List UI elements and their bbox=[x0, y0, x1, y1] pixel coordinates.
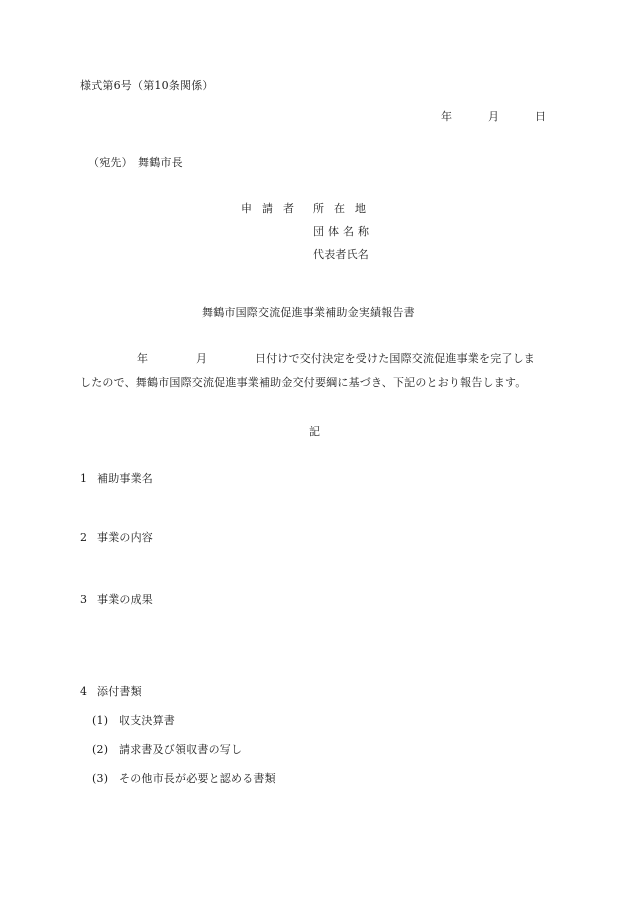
applicant-rep-label: 代表者氏名 bbox=[313, 248, 369, 261]
date-day-label: 日 bbox=[535, 110, 547, 123]
applicant-address-label: 所在地 bbox=[313, 202, 376, 215]
attachment-label: 請求書及び領収書の写し bbox=[119, 743, 243, 756]
attachment-label: 収支決算書 bbox=[119, 714, 175, 727]
document-title: 舞鶴市国際交流促進事業補助金実績報告書 bbox=[202, 306, 415, 319]
body-month-label: 月 bbox=[196, 352, 208, 365]
body-line2-text: したので、舞鶴市国際交流促進事業補助金交付要綱に基づき、下記のとおり報告します。 bbox=[80, 376, 527, 389]
applicant-org-label: 団体名称 bbox=[313, 225, 373, 238]
section-label: 事業の成果 bbox=[97, 593, 153, 606]
date-year-label: 年 bbox=[441, 110, 453, 123]
body-year-label: 年 bbox=[137, 352, 149, 365]
addressee-prefix: （宛先） bbox=[88, 156, 133, 169]
ki-heading: 記 bbox=[309, 425, 321, 438]
date-month-label: 月 bbox=[488, 110, 500, 123]
addressee-name: 舞鶴市長 bbox=[138, 156, 183, 169]
section-label: 事業の内容 bbox=[97, 531, 153, 544]
form-number: 様式第6号（第10条関係） bbox=[80, 79, 214, 92]
section-number: 2 bbox=[80, 531, 88, 544]
section-label: 添付書類 bbox=[97, 685, 142, 698]
section-number: 4 bbox=[80, 685, 88, 698]
attachment-number: (3) bbox=[92, 772, 109, 785]
attachment-number: (1) bbox=[92, 714, 109, 727]
attachment-number: (2) bbox=[92, 743, 109, 756]
section-label: 補助事業名 bbox=[97, 472, 153, 485]
attachment-label: その他市長が必要と認める書類 bbox=[119, 772, 276, 785]
section-number: 3 bbox=[80, 593, 88, 606]
section-number: 1 bbox=[80, 472, 88, 485]
body-line1-text: 日付けで交付決定を受けた国際交流促進事業を完了しま bbox=[255, 352, 535, 365]
applicant-header: 申請者 bbox=[241, 202, 304, 215]
